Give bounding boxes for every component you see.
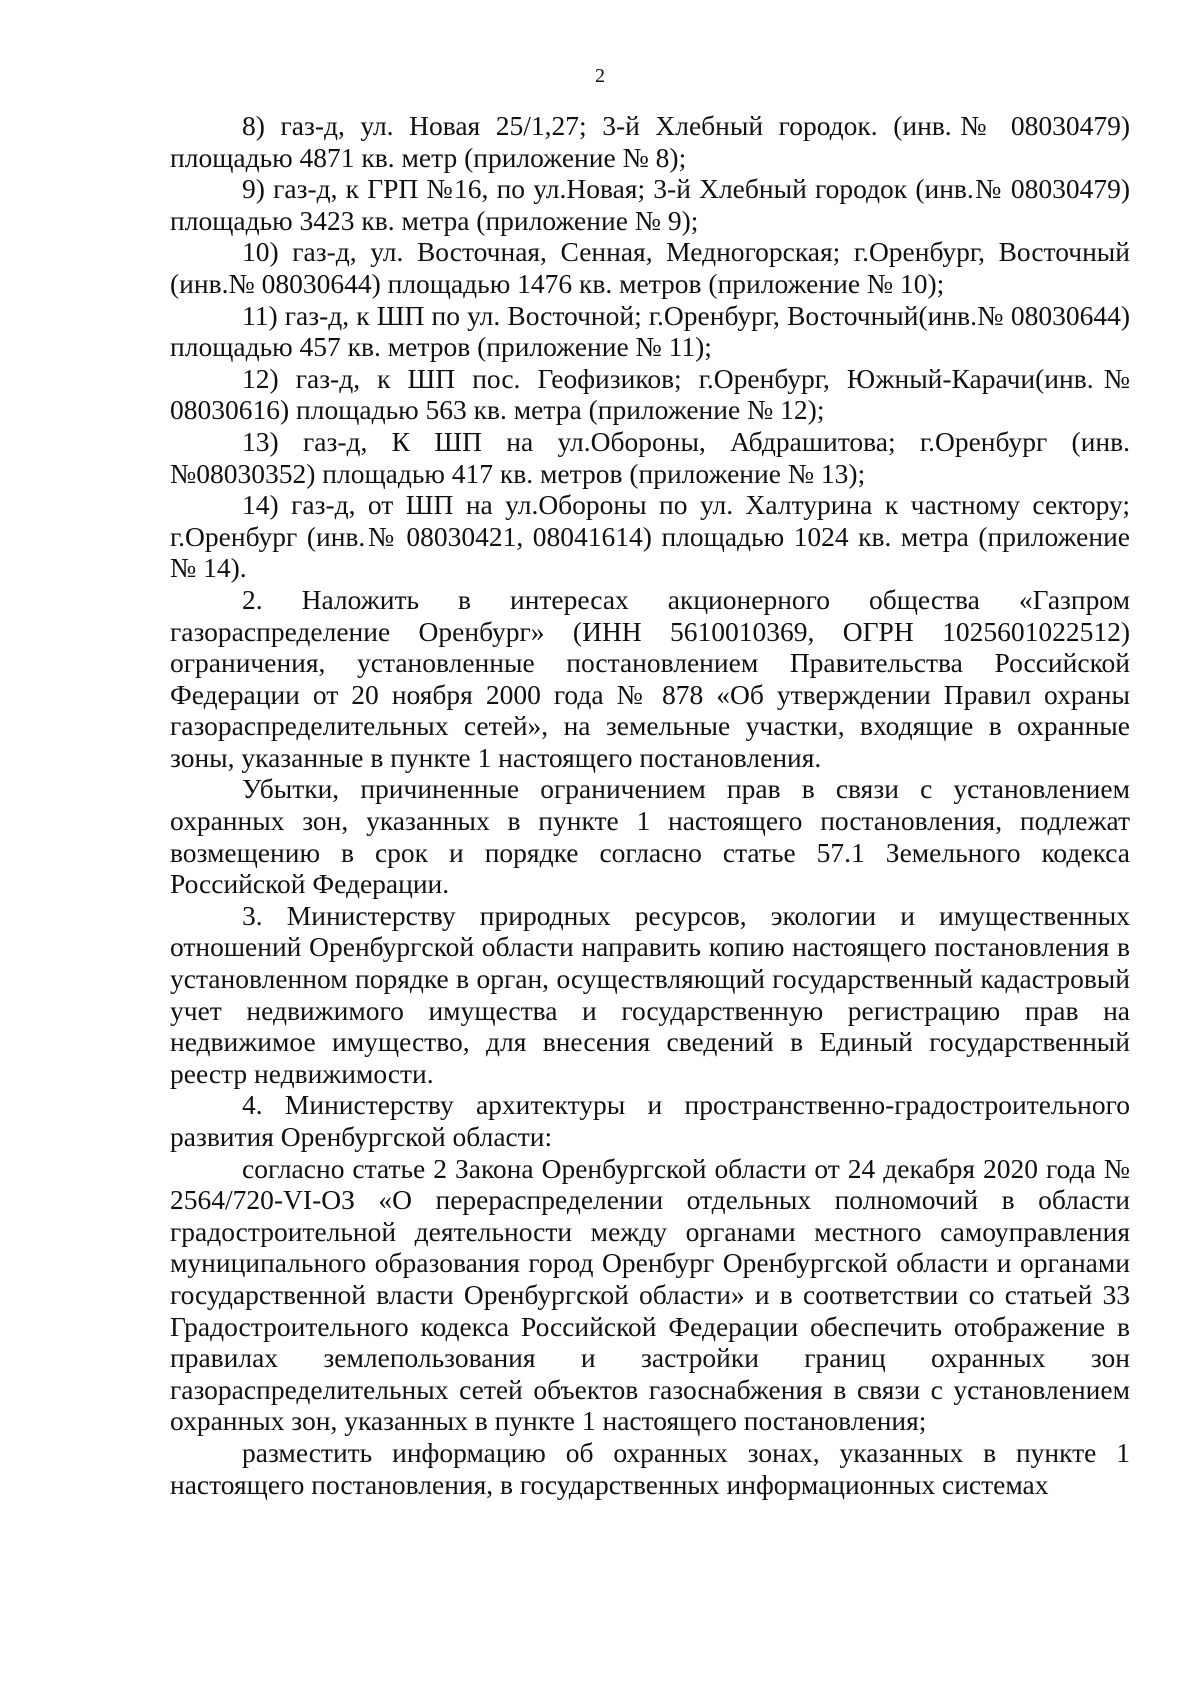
paragraph-clause-3: 3. Министерству природных ресурсов, экологии и имущественных отношений Оренбургской области направить копию настоящего постановления в установленном порядке в орган, осуществляющий государственный кадастровый учет недвижимого имущества и государственную регистрацию прав на недвижимое имущество, для внесения сведений в Единый государственный реестр недвижимости. — [170, 899, 1130, 1089]
paragraph-clause-4-ensure: согласно статье 2 Закона Оренбургской области от 24 декабря 2020 года № 2564/720-VI-ОЗ «О перераспределении отдельных полномочий в области градостроительной деятельности между органами местного самоуправления муниципального образования город Оренбург Оренбургской области и органами государственной власти Оренбургской области» и в соответствии со статьей 33 Градостроительного кодекса Российской Федерации обеспечить отображение в правилах землепользования и застройки границ охранных зон газораспределительных сетей объектов газоснабжения в связи с установлением охранных зон, указанных в пункте 1 настоящего постановления; — [170, 1152, 1130, 1437]
paragraph-item-12: 12) газ-д, к ШП пос. Геофизиков; г.Оренбург, Южный-Карачи(инв.№ 08030616) площадью 563 кв. метра (приложение № 12); — [170, 362, 1130, 426]
paragraph-item-11: 11) газ-д, к ШП по ул. Восточной; г.Оренбург, Восточный(инв.№ 08030644) площадью 457 кв. метров (приложение № 11); — [170, 299, 1130, 363]
paragraph-item-14: 14) газ-д, от ШП на ул.Обороны по ул. Халтурина к частному сектору; г.Оренбург (инв.№ 08030421, 08041614) площадью 1024 кв. метра (приложение № 14). — [170, 489, 1130, 584]
paragraph-clause-4-publish: разместить информацию об охранных зонах, указанных в пункте 1 настоящего постановления, в государственных информационных системах — [170, 1436, 1130, 1500]
paragraph-item-10: 10) газ-д, ул. Восточная, Сенная, Медногорская; г.Оренбург, Восточный (инв.№ 08030644) площадью 1476 кв. метров (приложение № 10); — [170, 236, 1130, 299]
page-number: 2 — [595, 65, 605, 87]
document-body — [170, 110, 1130, 1500]
paragraph-losses: Убытки, причиненные ограничением прав в связи с установлением охранных зон, указанных в пункте 1 настоящего постановления, подлежат возмещению в срок и порядке согласно статье 57.1 Земельного кодекса Российской Федерации. — [170, 773, 1130, 900]
paragraph-item-9: 9) газ-д, к ГРП №16, по ул.Новая; 3-й Хлебный городок (инв.№ 08030479) площадью 3423 кв. метра (приложение № 9); — [170, 173, 1130, 236]
paragraph-item-13: 13) газ-д, К ШП на ул.Обороны, Абдрашитова; г.Оренбург (инв.№08030352) площадью 417 кв. метров (приложение № 13); — [170, 425, 1130, 489]
paragraph-clause-2: 2. Наложить в интересах акционерного общества «Газпром газораспределение Оренбург» (ИНН 5610010369, ОГРН 1025601022512) ограничения, установленные постановлением Правительства Российской Федерации от 20 ноября 2000 года № 878 «Об утверждении Правил охраны газораспределительных сетей», на земельные участки, входящие в охранные зоны, указанные в пункте 1 настоящего постановления. — [170, 583, 1130, 773]
paragraph-item-8: 8) газ-д, ул. Новая 25/1,27; 3-й Хлебный городок. (инв.№ 08030479) площадью 4871 кв. метр (приложение № 8); — [170, 110, 1130, 173]
paragraph-clause-4: 4. Министерству архитектуры и пространственно-градостроительного развития Оренбургской области: — [170, 1089, 1130, 1152]
